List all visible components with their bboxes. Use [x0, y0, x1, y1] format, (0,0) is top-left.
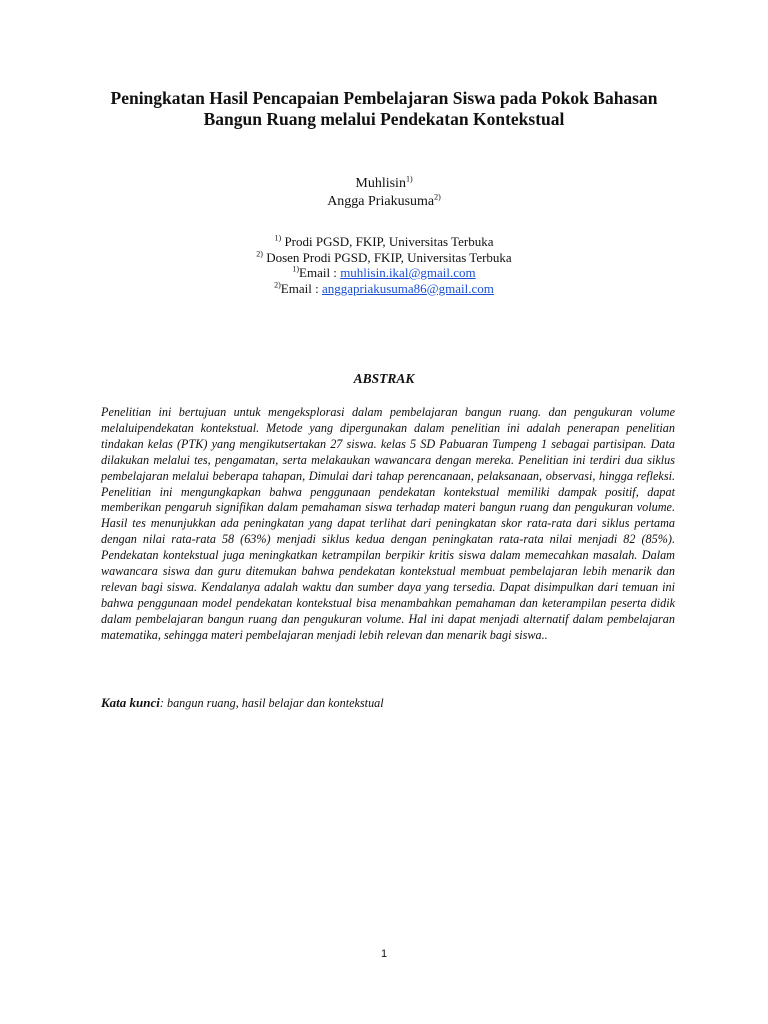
keywords	[101, 695, 675, 711]
email-label: Email :	[299, 265, 341, 280]
affiliation-block	[100, 234, 668, 296]
title-line-1: Peningkatan Hasil Pencapaian Pembelajaran Siswa pada Pokok Bahasan	[110, 88, 658, 108]
author-mark: 1)	[405, 174, 413, 184]
author-list	[100, 175, 668, 211]
author-name: Angga Priakusuma	[327, 194, 435, 209]
author-mark: 2)	[434, 192, 441, 202]
author-1	[100, 175, 668, 193]
title-line-2: Bangun Ruang melalui Pendekatan Kontekstual	[203, 109, 565, 129]
keywords-label: Kata kunci	[101, 695, 160, 710]
affiliation-mark: 2)	[256, 249, 263, 259]
email-mark: 2)	[274, 280, 281, 290]
email-label: Email :	[280, 280, 322, 296]
keywords-separator: :	[159, 696, 167, 710]
affiliation-2	[100, 250, 668, 266]
author-name: Muhlisin	[355, 176, 406, 191]
email-link-1[interactable]: muhlisin.ikal@gmail.com	[340, 265, 476, 280]
email-link-2[interactable]: anggapriakusuma86@gmail.com	[321, 280, 494, 296]
affiliation-1	[100, 234, 668, 250]
abstract-heading: ABSTRAK	[353, 371, 415, 386]
paper-title	[60, 88, 708, 130]
author-2	[100, 193, 668, 211]
abstract-body: Penelitian ini bertujuan untuk mengeksplorasi dalam pembelajaran bangun ruang. dan pengukuran volume melaluipendekatan kontekstual. Metode yang dipergunakan dalam penelitian ini adalah penerapan penelitian tindakan kelas (PTK) yang mengikutsertakan 27 siswa. kelas 5 SD Pabuaran Tumpeng 1 sebagai partisipan. Data dilakukan melalui tes, pengamatan, serta melakaukan wawancara dengan mereka. Penelitian ini terdiri dua siklus pembelajaran melalui beberapa tahapan, Dimulai dari tahap perencanaan, pelaksanaan, observasi, hingga refleksi. Penelitian ini mengungkapkan bahwa penggunaan pendekatan kontekstual memiliki dampak positif, dapat memberikan pengaruh signifikan dalam pemahaman siswa terhadap materi bangun ruang dan pengukuran volume. Hasil tes menunjukkan ada peningkatan yang dapat terlihat dari peningkatan skor rata-rata dari siklus pertama dengan nilai rata-rata 58 (63%) menjadi siklus kedua dengan peningkatan rata-rata nilai menjadi 82 (85%). Pendekatan kontekstual juga meningkatkan ketrampilan berpikir kritis siswa dalam memecahkan masalah. Dalam wawancara siswa dan guru ditemukan bahwa pendekatan kontekstual membuat pembelajaran lebih menarik dan relevan bagi siswa. Kendalanya adalah waktu dan sumber daya yang tersedia. Dapat disimpulkan dari temuan ini bahwa penggunaan model pendekatan kontekstual bisa menambahkan pemahaman dan keterampilan peserta didik dalam pembelajaran bangun ruang dan pengukuran volume. Hal ini dapat menjadi alternatif dalam pembelajaran matematika, sehingga materi pembelajaran menjadi lebih relevan dan menarik bagi siswa..	[101, 405, 675, 642]
affiliation-text: Dosen Prodi PGSD, FKIP, Universitas Terbuka	[266, 249, 512, 265]
keywords-text: bangun ruang, hasil belajar dan kontekstual	[166, 696, 384, 710]
email-1	[100, 265, 668, 281]
email-mark: 1)	[292, 264, 300, 274]
email-2	[100, 281, 668, 297]
affiliation-text: Prodi PGSD, FKIP, Universitas Terbuka	[284, 234, 494, 249]
page-number: 1	[380, 948, 388, 960]
affiliation-mark: 1)	[274, 233, 282, 243]
